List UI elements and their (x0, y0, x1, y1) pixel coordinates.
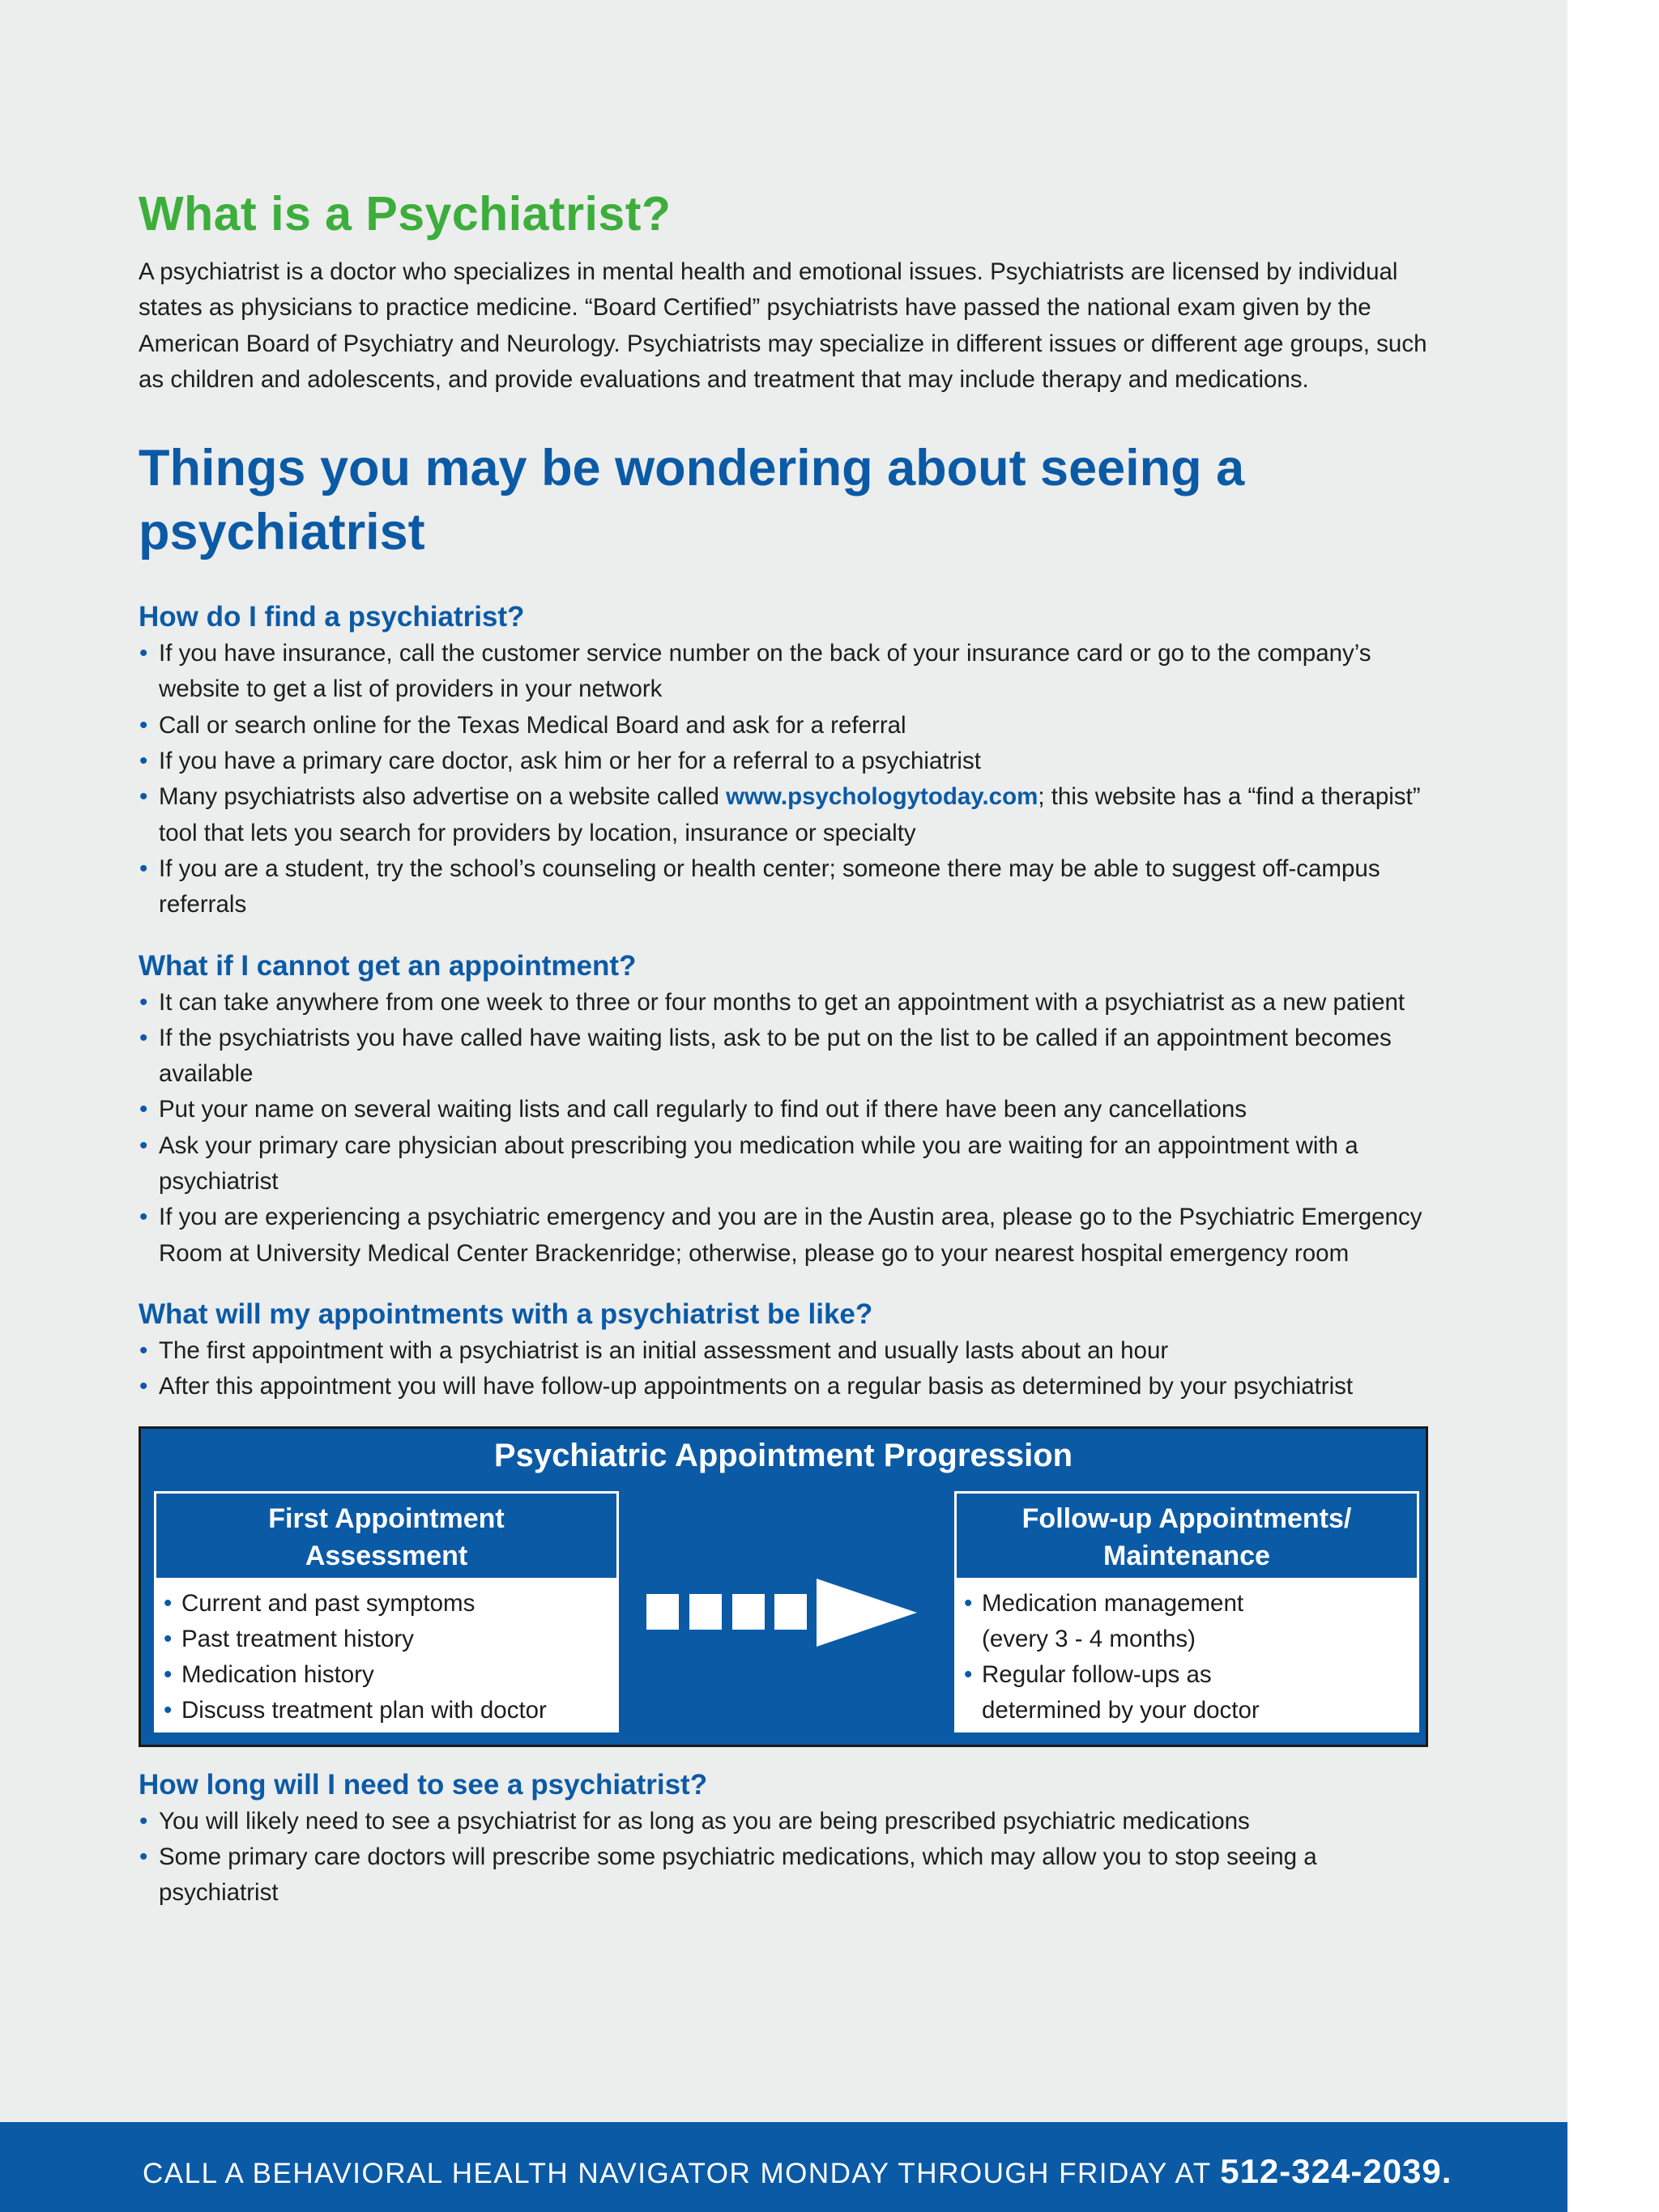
appointment-list (139, 985, 1435, 1272)
appointment-section (139, 948, 1435, 1272)
first-appointment-box (154, 1491, 619, 1733)
first-appointment-list (156, 1578, 616, 1729)
list-item: • Regular follow-ups as determined by your doctor (963, 1657, 1303, 1729)
list-item: • Current and past symptoms (163, 1586, 616, 1622)
progression-diagram (139, 1426, 1428, 1747)
website-item-before: Many psychiatrists also advertise on a website called (159, 783, 727, 811)
list-item: • Ask your primary care physician about prescribing you medication while you are waiting for an appointment with a psychiatrist (139, 1128, 1435, 1200)
progression-title: Psychiatric Appointment Progression (493, 1437, 1073, 1473)
find-list (139, 636, 1435, 923)
list-item: • Medication history (163, 1657, 616, 1693)
followup-title (957, 1494, 1417, 1578)
arrow-dash (732, 1594, 765, 1630)
appointments-like-list (139, 1333, 1435, 1405)
website-item-after: ; this website has a “find a therapist” tool that lets you search for providers by location, insurance or specialty (159, 783, 1421, 846)
find-heading: How do I find a psychiatrist? (139, 601, 525, 633)
list-item: • If you are a student, try the school’s counseling or health center; someone there may be able to suggest off-campus referrals (139, 851, 1435, 923)
list-item: • It can take anywhere from one week to three or four months to get an appointment with a psychiatrist as a new patient (139, 985, 1435, 1021)
intro-title: What is a Psychiatrist? (139, 187, 672, 241)
arrow-dash (774, 1594, 807, 1630)
list-item: • Some primary care doctors will prescribe some psychiatric medications, which may allow you to stop seeing a psychiatrist (139, 1839, 1435, 1912)
list-item: • If you have a primary care doctor, ask him or her for a referral to a psychiatrist (139, 744, 1435, 779)
how-long-list (139, 1804, 1435, 1912)
progression-arrow-icon (619, 1579, 954, 1647)
footer-phone[interactable]: 512-324-2039. (1220, 2152, 1452, 2190)
intro-paragraph: A psychiatrist is a doctor who specializes in mental health and emotional issues. Psychiatrists are licensed by individual states as physicians to practice medicine. “Board Certified” psychiatrists have passed the national exam given by the American Board of Psychiatry and Neurology. Psychiatrists may specialize in different issues or different age groups, such as children and adolescents, and provide evaluations and treatment that may include therapy and medications. (139, 258, 1427, 393)
list-item: • Medication management (every 3 - 4 months) (963, 1586, 1303, 1658)
main-title: Things you may be wondering about seeing a psychiatrist (139, 440, 1245, 561)
list-item: • If the psychiatrists you have called have waiting lists, ask to be put on the list to be called if an appointment becomes available (139, 1021, 1435, 1093)
followup-box (954, 1491, 1419, 1733)
appointment-heading: What if I cannot get an appointment? (139, 949, 637, 982)
psychologytoday-link[interactable]: www.psychologytoday.com (726, 783, 1038, 811)
footer-banner (0, 2122, 1567, 2212)
footer-label: CALL A BEHAVIORAL HEALTH NAVIGATOR MONDAY THROUGH FRIDAY AT (143, 2158, 1221, 2189)
first-appointment-title (156, 1494, 616, 1578)
first-appointment-title-line1: First Appointment (268, 1502, 505, 1534)
main-content (139, 185, 1435, 1911)
list-item: • Discuss treatment plan with doctor (163, 1693, 616, 1728)
list-item (139, 779, 1435, 851)
followup-list (957, 1578, 1303, 1729)
list-item: • You will likely need to see a psychiatrist for as long as you are being prescribed psychiatric medications (139, 1804, 1435, 1839)
how-long-section (139, 1767, 1435, 1912)
first-appointment-title-line2: Assessment (305, 1540, 468, 1571)
arrow-head (817, 1579, 917, 1647)
how-long-heading: How long will I need to see a psychiatrist? (139, 1768, 708, 1801)
list-item: • Past treatment history (163, 1622, 616, 1657)
appointments-like-heading: What will my appointments with a psychiatrist be like? (139, 1298, 873, 1330)
list-item: • After this appointment you will have follow-up appointments on a regular basis as determined by your psychiatrist (139, 1369, 1435, 1404)
arrow-dash (646, 1594, 679, 1630)
followup-title-line1: Follow-up Appointments/ (1021, 1502, 1352, 1534)
list-item: • The first appointment with a psychiatrist is an initial assessment and usually lasts about an hour (139, 1333, 1435, 1369)
footer-text (143, 2153, 1452, 2193)
followup-title-line2: Maintenance (1103, 1540, 1270, 1571)
list-item: • If you are experiencing a psychiatric emergency and you are in the Austin area, please go to the Psychiatric Emergency Room at University Medical Center Brackenridge; otherwise, please go to your nearest hospital emergency room (139, 1200, 1435, 1272)
list-item: • Put your name on several waiting lists and call regularly to find out if there have been any cancellations (139, 1092, 1435, 1127)
list-item: • Call or search online for the Texas Medical Board and ask for a referral (139, 708, 1435, 744)
appointments-like-section (139, 1296, 1435, 1405)
find-section (139, 599, 1435, 923)
arrow-dash (689, 1594, 722, 1630)
list-item: • If you have insurance, call the customer service number on the back of your insurance card or go to the company’s website to get a list of providers in your network (139, 636, 1435, 708)
